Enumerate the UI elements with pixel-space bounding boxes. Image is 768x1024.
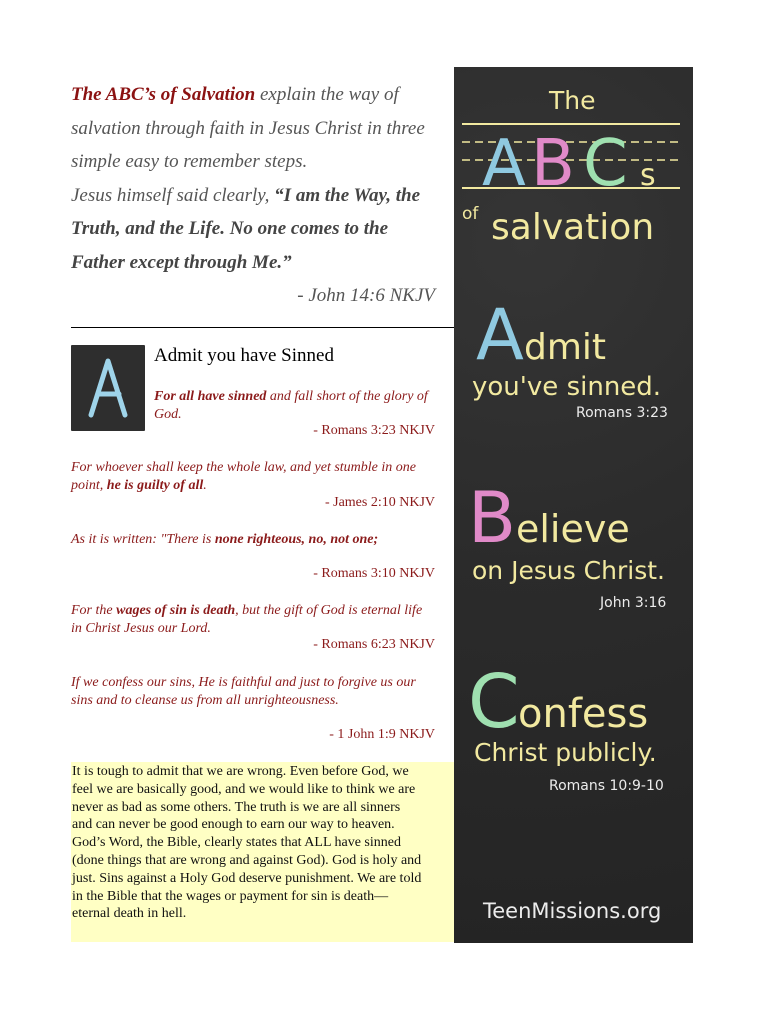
board-confess-sub: Christ publicly. [474, 738, 657, 767]
intro-title: The ABC’s of Salvation [71, 84, 256, 105]
board-admit-rest: dmit [524, 327, 607, 368]
board-believe-b: B [468, 477, 517, 559]
divider [71, 327, 454, 328]
verse-ref: - Romans 6:23 NKJV [313, 637, 435, 652]
verse-text: For whoever shall keep the whole law, and yet stumble in one point, [71, 460, 417, 493]
board-letter-a: A [482, 127, 526, 201]
chalkboard-art [454, 67, 693, 943]
board-confess-ref: Romans 10:9-10 [549, 778, 664, 794]
verse-text: If we confess our sins, He is faithful and just to forgive us our sins and to cleanse us from all unrighteousness. [71, 675, 416, 708]
verse-romans-3-10 [71, 531, 431, 549]
board-confess-c: C [468, 659, 520, 745]
board-letter-c: C [583, 127, 628, 201]
verse-ref: - James 2:10 NKJV [324, 495, 435, 510]
verse-text: , but the gift of God is eternal life in Christ Jesus our Lord. [71, 603, 423, 636]
verse-1-john-1-9 [71, 674, 431, 710]
board-salvation: salvation [491, 207, 655, 248]
board-admit-ref: Romans 3:23 [576, 405, 668, 421]
chalkboard-graphic [454, 67, 693, 943]
board-letter-s: s [640, 158, 656, 193]
chalk-a-icon [71, 345, 145, 431]
verse-text: . [203, 478, 207, 493]
board-the: The [549, 86, 596, 115]
intro-quote: “I am the Way, the Truth, and the Life. No one comes to the Father except through Me.” [71, 184, 421, 273]
letter-a-tile [71, 345, 145, 431]
verse-james-2-10 [71, 459, 431, 495]
verse-bold: he is guilty of all [106, 478, 204, 493]
board-believe-ref: John 3:16 [600, 595, 667, 611]
verse-ref: - 1 John 1:9 NKJV [329, 727, 435, 742]
intro-text-2: Jesus himself said clearly, [71, 184, 275, 206]
verse-bold: none righteous, no, not one; [214, 532, 379, 547]
board-admit-sub: you've sinned. [472, 372, 662, 402]
verse-ref: - Romans 3:23 NKJV [313, 423, 435, 438]
board-site: TeenMissions.org [483, 899, 662, 923]
verse-ref: - Romans 3:10 NKJV [313, 566, 435, 581]
verse-romans-3-23 [154, 388, 436, 424]
verse-text: For the [71, 603, 117, 618]
verse-bold: wages of sin is death [116, 603, 236, 618]
board-of: of [462, 204, 479, 224]
verse-romans-6-23 [71, 602, 433, 638]
board-believe-rest: elieve [516, 507, 630, 551]
section-title: Admit you have Sinned [154, 345, 334, 366]
board-confess-rest: onfess [518, 691, 649, 737]
verse-text: As it is written: "There is [71, 532, 215, 547]
verse-bold: For all have sinned [154, 389, 267, 404]
intro-reference: - John 14:6 NKJV [297, 285, 435, 306]
board-admit-a: A [476, 294, 524, 376]
verse-text: and fall short of the glory of God. [154, 389, 428, 422]
board-letter-b: B [531, 127, 575, 201]
note-text: It is tough to admit that we are wrong. Even before God, we feel we are basically good, and we would like to think we are never as bad as some others. The truth is we are all sinners and can never be good enough to earn our way to heaven. God’s Word, the Bible, clearly states that ALL have sinned (done things that are wrong and against God). God is holy and just. Sins against a Holy God deserve punishment. We are told in the Bible that the wages or payment for sin is death—eternal death in hell. [72, 764, 422, 922]
board-believe-sub: on Jesus Christ. [472, 556, 665, 585]
intro-text-1: explain the way of salvation through faith in Jesus Christ in three simple easy to remember steps. [71, 84, 425, 172]
intro-paragraph [71, 78, 441, 313]
